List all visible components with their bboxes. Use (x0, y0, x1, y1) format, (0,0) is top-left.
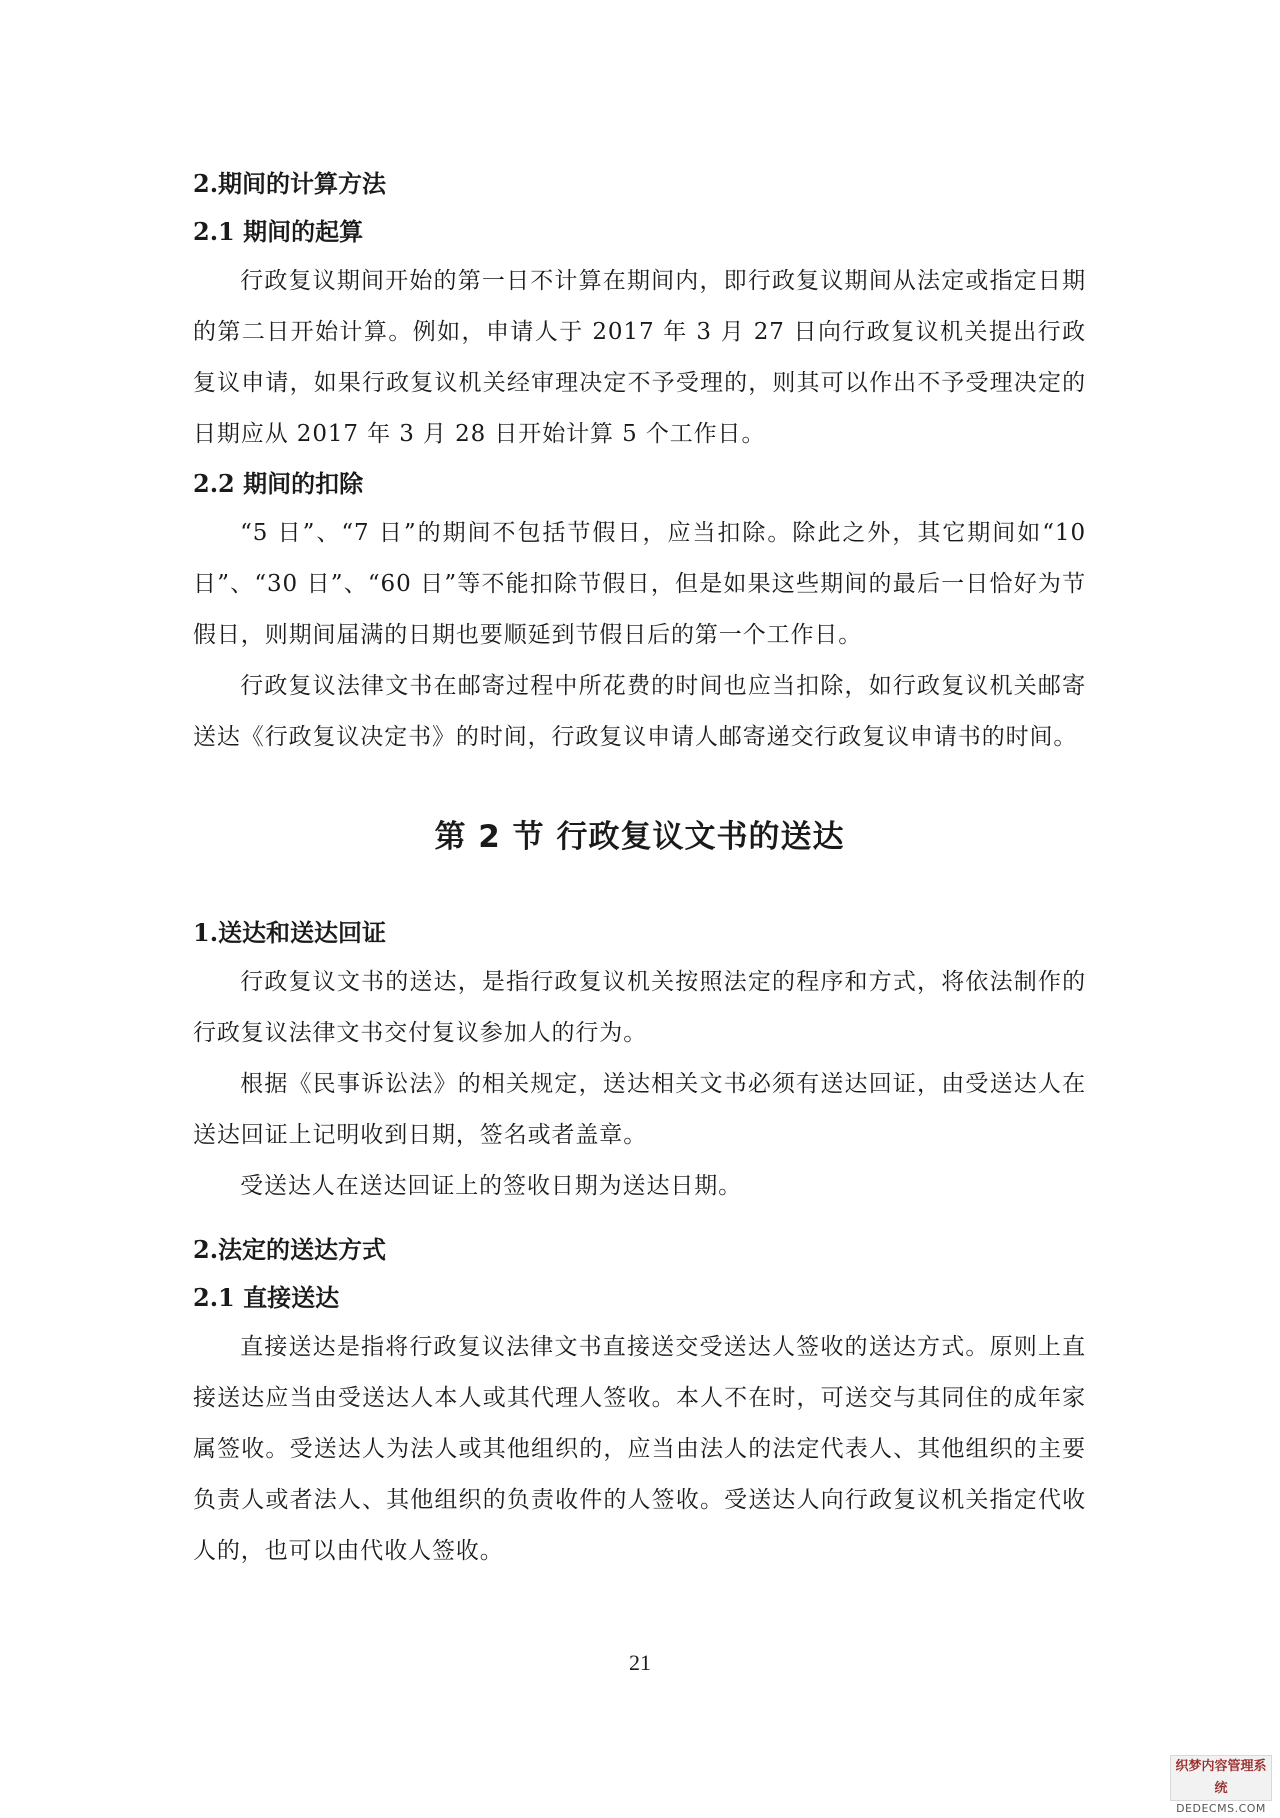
paragraph-service-definition: 行政复议文书的送达，是指行政复议机关按照法定的程序和方式，将依法制作的行政复议法律文书交付复议参加人的行为。 (193, 969, 1086, 1046)
heading-period-start: 2.1 期间的起算 (193, 217, 364, 246)
watermark-logo (1170, 1755, 1272, 1815)
spacer (193, 1212, 1086, 1226)
paragraph-deduction-holidays: “5 日”、“7 日”的期间不包括节假日，应当扣除。除此之外，其它期间如“10 日”、“30 日”、“60 日”等不能扣除节假日，但是如果这些期间的最后一日恰好为节假日，则期间届满的日期也要顺延到节假日后的第一个工作日。 (193, 520, 1086, 648)
paragraph-deduction-mailing: 行政复议法律文书在邮寄过程中所花费的时间也应当扣除，如行政复议机关邮寄送达《行政复议决定书》的时间，行政复议申请人邮寄递交行政复议申请书的时间。 (193, 673, 1086, 750)
heading-service-methods: 2.法定的送达方式 (193, 1235, 387, 1264)
heading-period-calculation: 2.期间的计算方法 (193, 169, 387, 198)
page-content (193, 160, 1086, 1577)
heading-direct-service: 2.1 直接送达 (193, 1283, 340, 1312)
page-number: 21 (629, 1650, 651, 1675)
heading-service-receipt: 1.送达和送达回证 (193, 918, 387, 947)
spacer (193, 763, 1086, 807)
heading-period-deduction: 2.2 期间的扣除 (193, 469, 364, 498)
watermark-url: DEDECMS.COM (1176, 1802, 1266, 1815)
paragraph-service-date: 受送达人在送达回证上的签收日期为送达日期。 (240, 1173, 743, 1199)
paragraph-period-start: 行政复议期间开始的第一日不计算在期间内，即行政复议期间从法定或指定日期的第二日开始计算。例如，申请人于 2017 年 3 月 27 日向行政复议机关提出行政复议申请，如果行政复议机关经审理决定不予受理的，则其可以作出不予受理决定的日期应从 2017 年 3 月 28 日开始计算 5 个工作日。 (193, 268, 1086, 447)
spacer (193, 867, 1086, 909)
paragraph-direct-service: 直接送达是指将行政复议法律文书直接送交受送达人签收的送达方式。原则上直接送达应当由受送达人本人或其代理人签收。本人不在时，可送交与其同住的成年家属签收。受送达人为法人或其他组织的，应当由法人的法定代表人、其他组织的主要负责人或者法人、其他组织的负责收件的人签收。受送达人向行政复议机关指定代收人的，也可以由代收人签收。 (193, 1334, 1086, 1564)
section-title: 第 2 节 行政复议文书的送达 (434, 819, 845, 855)
paragraph-service-receipt: 根据《民事诉讼法》的相关规定，送达相关文书必须有送达回证，由受送达人在送达回证上记明收到日期，签名或者盖章。 (193, 1071, 1086, 1148)
watermark-title: 织梦内容管理系统 (1175, 1759, 1267, 1796)
